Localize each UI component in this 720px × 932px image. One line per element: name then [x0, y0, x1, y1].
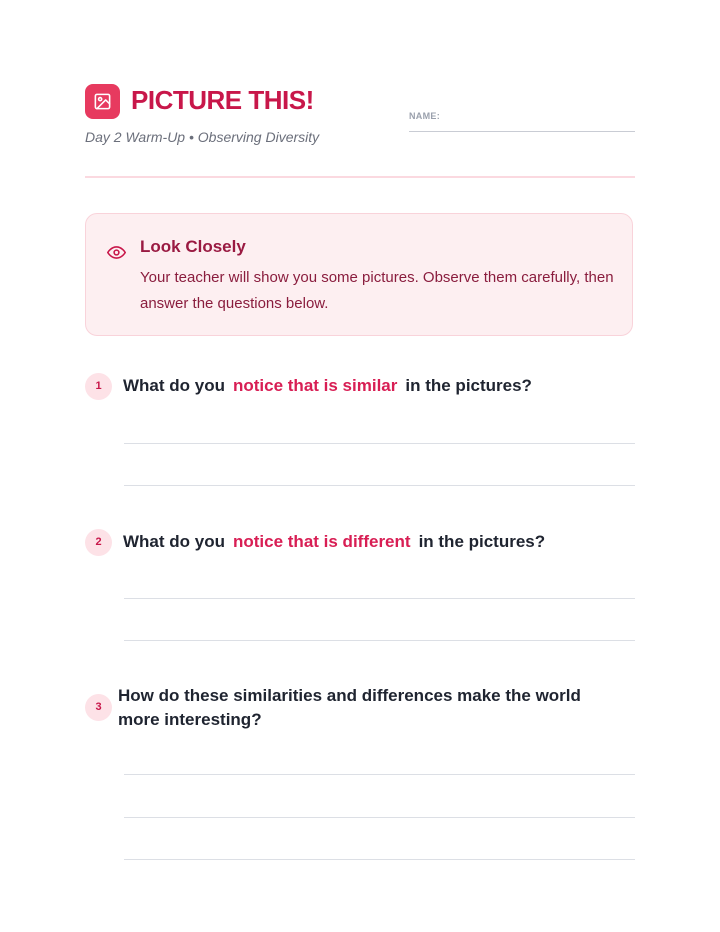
answer-line[interactable]	[124, 859, 635, 860]
question-1	[85, 372, 635, 492]
question-prefix: What do you	[123, 376, 225, 395]
answer-line[interactable]	[124, 774, 635, 775]
answer-line[interactable]	[124, 485, 635, 486]
question-text	[123, 532, 545, 552]
callout-title: Look Closely	[140, 237, 246, 256]
page-subtitle: Day 2 Warm-Up • Observing Diversity	[85, 129, 320, 145]
question-prefix: What do you	[123, 532, 225, 551]
instructions-callout	[85, 213, 633, 336]
answer-line[interactable]	[124, 598, 635, 599]
answer-line[interactable]	[124, 640, 635, 641]
question-suffix: in the pictures?	[418, 532, 546, 551]
worksheet-header	[85, 84, 635, 179]
question-highlight: notice that is similar	[232, 376, 398, 395]
question-3	[85, 684, 635, 864]
page-title: PICTURE THIS!	[131, 85, 314, 115]
question-number: 1	[85, 373, 112, 400]
answer-line[interactable]	[124, 817, 635, 818]
header-divider	[85, 176, 635, 178]
callout-text: Your teacher will show you some pictures. Observe them carefully, then answer the questions below.	[140, 269, 614, 312]
question-text	[123, 376, 532, 396]
answer-line[interactable]	[124, 443, 635, 444]
question-number: 3	[85, 694, 112, 721]
question-text: How do these similarities and differences make the world more interesting?	[118, 686, 581, 729]
question-2	[85, 528, 635, 648]
question-suffix: in the pictures?	[405, 376, 532, 395]
question-number: 2	[85, 529, 112, 556]
image-icon	[85, 84, 120, 119]
worksheet-page	[85, 0, 635, 932]
question-highlight: notice that is different	[232, 532, 411, 551]
eye-icon	[107, 245, 126, 260]
name-label: NAME:	[409, 111, 440, 121]
name-field[interactable]	[409, 111, 635, 132]
